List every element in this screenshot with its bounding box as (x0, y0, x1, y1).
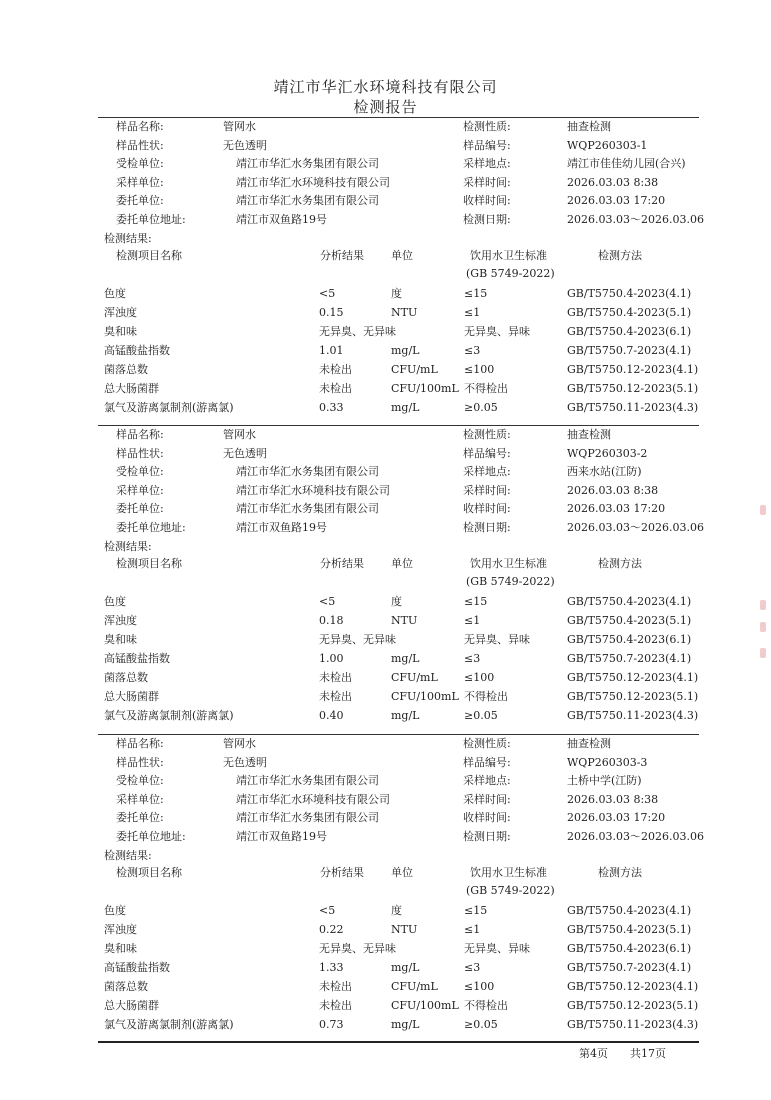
info-label: 采样地点: (463, 157, 511, 170)
column-header-standard: 饮用水卫生标准 (470, 866, 547, 879)
cell-result: 1.01 (319, 344, 344, 357)
info-row (0, 155, 771, 173)
info-label: 检测日期: (463, 212, 511, 226)
info-value: 抽查检测 (567, 120, 611, 133)
cell-method: GB/T5750.12-2023(5.1) (567, 999, 699, 1012)
cell-unit: CFU/mL (391, 980, 438, 993)
info-label: 样品性状: (116, 755, 164, 769)
cell-unit: mg/L (391, 961, 420, 974)
info-label: 委托单位地址: (116, 212, 186, 226)
cell-result: 无异臭、无异味 (319, 633, 396, 646)
cell-result: 0.73 (319, 1018, 344, 1031)
cell-item: 总大肠菌群 (104, 382, 159, 395)
cell-standard: 无异臭、异味 (464, 325, 530, 338)
table-row (0, 688, 771, 706)
cell-result: 0.15 (319, 306, 344, 319)
info-row (0, 211, 771, 229)
info-row (0, 735, 771, 753)
info-label: 采样单位: (116, 483, 164, 497)
info-row (0, 500, 771, 518)
cell-result: 未检出 (319, 671, 352, 684)
info-value: 靖江市双鱼路19号 (236, 212, 327, 226)
info-label: 收样时间: (463, 811, 511, 824)
cell-unit: 度 (391, 904, 402, 917)
table-row (0, 342, 771, 360)
cell-unit: mg/L (391, 344, 420, 357)
info-row (0, 192, 771, 210)
cell-item: 总大肠菌群 (104, 999, 159, 1012)
info-label: 采样时间: (463, 483, 511, 497)
cell-item: 菌落总数 (104, 363, 148, 376)
column-header-method: 检测方法 (598, 866, 642, 879)
cell-result: 未检出 (319, 980, 352, 993)
table-row (0, 323, 771, 341)
table-row (0, 285, 771, 303)
cell-item: 臭和味 (104, 633, 137, 646)
info-label: 委托单位: (116, 502, 164, 515)
info-label: 受检单位: (116, 465, 164, 478)
cell-result: <5 (319, 904, 336, 917)
cell-item: 氯气及游离氯制剂(游离氯) (104, 1018, 234, 1031)
cell-item: 菌落总数 (104, 671, 148, 684)
info-value: 2026.03.03 8:38 (567, 175, 659, 189)
cell-item: 浑浊度 (104, 306, 137, 319)
cell-standard: 不得检出 (464, 690, 508, 703)
table-row (0, 921, 771, 939)
cell-unit: CFU/100mL (391, 999, 459, 1012)
column-header-standard: 饮用水卫生标准 (470, 557, 547, 570)
column-header-result: 分析结果 (320, 866, 364, 879)
company-name: 靖江市华汇水环境科技有限公司 (273, 78, 498, 96)
column-header-standard-code: (GB 5749-2022) (466, 884, 555, 897)
info-value: 2026.03.03 8:38 (567, 483, 659, 497)
cell-unit: 度 (391, 595, 402, 608)
stamp-edge-mark (760, 622, 766, 632)
info-label: 检测日期: (463, 520, 511, 534)
cell-standard: ≤1 (464, 306, 481, 319)
info-value: 2026.03.03～2026.03.06 (567, 829, 704, 843)
cell-standard: ≥0.05 (464, 401, 498, 414)
info-value: 靖江市华汇水环境科技有限公司 (236, 175, 390, 189)
cell-method: GB/T5750.4-2023(5.1) (567, 614, 692, 627)
cell-standard: ≤15 (464, 595, 488, 608)
cell-method: GB/T5750.4-2023(6.1) (567, 942, 692, 955)
cell-standard: ≤100 (464, 671, 495, 684)
info-value: 2026.03.03 8:38 (567, 792, 659, 806)
table-row (0, 399, 771, 417)
info-value: 靖江市双鱼路19号 (236, 520, 327, 534)
info-value: 2026.03.03～2026.03.06 (567, 212, 704, 226)
cell-standard: ≤15 (464, 904, 488, 917)
info-label: 样品性状: (116, 446, 164, 460)
table-row (0, 1016, 771, 1034)
info-value: 靖江市佳佳幼儿园(合兴) (567, 157, 686, 170)
cell-item: 浑浊度 (104, 923, 137, 936)
info-label: 采样单位: (116, 792, 164, 806)
cell-method: GB/T5750.7-2023(4.1) (567, 344, 692, 357)
info-label: 样品编号: (463, 755, 511, 769)
cell-method: GB/T5750.12-2023(5.1) (567, 690, 699, 703)
info-label: 采样地点: (463, 465, 511, 478)
column-header-standard: 饮用水卫生标准 (470, 249, 547, 262)
cell-item: 浑浊度 (104, 614, 137, 627)
info-value: 无色透明 (223, 446, 267, 460)
info-value: 靖江市华汇水环境科技有限公司 (236, 792, 390, 806)
info-value: WQP260303-2 (567, 446, 648, 460)
info-label: 委托单位地址: (116, 829, 186, 843)
cell-unit: mg/L (391, 652, 420, 665)
cell-standard: ≤3 (464, 961, 481, 974)
cell-unit: NTU (391, 614, 418, 627)
cell-item: 臭和味 (104, 325, 137, 338)
column-header-result: 分析结果 (320, 557, 364, 570)
cell-method: GB/T5750.7-2023(4.1) (567, 961, 692, 974)
column-header-unit: 单位 (391, 866, 413, 879)
cell-standard: 无异臭、异味 (464, 942, 530, 955)
cell-item: 高锰酸盐指数 (104, 652, 170, 665)
cell-method: GB/T5750.4-2023(4.1) (567, 595, 692, 608)
info-value: 靖江市华汇水务集团有限公司 (236, 465, 379, 478)
info-row (0, 791, 771, 809)
info-label: 委托单位: (116, 811, 164, 824)
sample-section-3 (0, 734, 771, 1044)
info-value: 管网水 (223, 428, 256, 441)
info-label: 样品名称: (116, 428, 164, 441)
page-number: 第4页 (579, 1047, 608, 1060)
cell-result: 未检出 (319, 363, 352, 376)
info-value: WQP260303-3 (567, 755, 648, 769)
info-label: 采样单位: (116, 175, 164, 189)
table-row (0, 940, 771, 958)
info-label: 采样时间: (463, 175, 511, 189)
table-row (0, 593, 771, 611)
cell-method: GB/T5750.11-2023(4.3) (567, 709, 699, 722)
column-header-item: 检测项目名称 (116, 557, 182, 570)
cell-method: GB/T5750.4-2023(4.1) (567, 287, 692, 300)
stamp-edge-mark (760, 505, 766, 515)
cell-item: 臭和味 (104, 942, 137, 955)
cell-method: GB/T5750.12-2023(4.1) (567, 363, 699, 376)
cell-result: 0.18 (319, 614, 344, 627)
info-value: 靖江市华汇水环境科技有限公司 (236, 483, 390, 497)
info-value: 靖江市华汇水务集团有限公司 (236, 157, 379, 170)
cell-result: 无异臭、无异味 (319, 325, 396, 338)
column-header-method: 检测方法 (598, 249, 642, 262)
info-value: 2026.03.03 17:20 (567, 502, 666, 515)
cell-item: 高锰酸盐指数 (104, 961, 170, 974)
cell-standard: ≥0.05 (464, 1018, 498, 1031)
cell-unit: NTU (391, 306, 418, 319)
cell-result: 未检出 (319, 690, 352, 703)
info-label: 样品编号: (463, 446, 511, 460)
info-value: WQP260303-1 (567, 138, 648, 152)
info-label: 样品编号: (463, 138, 511, 152)
cell-standard: ≤3 (464, 652, 481, 665)
info-value: 2026.03.03～2026.03.06 (567, 520, 704, 534)
cell-method: GB/T5750.11-2023(4.3) (567, 401, 699, 414)
cell-unit: CFU/mL (391, 671, 438, 684)
column-header-item: 检测项目名称 (116, 249, 182, 262)
column-header-result: 分析结果 (320, 249, 364, 262)
cell-unit: mg/L (391, 401, 420, 414)
cell-result: 未检出 (319, 999, 352, 1012)
table-row (0, 959, 771, 977)
info-label: 采样地点: (463, 774, 511, 787)
cell-result: 0.22 (319, 923, 344, 936)
table-row (0, 631, 771, 649)
info-value: 靖江市华汇水务集团有限公司 (236, 502, 379, 515)
table-row (0, 304, 771, 322)
sample-section-2 (0, 425, 771, 735)
info-row (0, 519, 771, 537)
cell-item: 氯气及游离氯制剂(游离氯) (104, 709, 234, 722)
cell-method: GB/T5750.12-2023(5.1) (567, 382, 699, 395)
table-row (0, 361, 771, 379)
cell-item: 总大肠菌群 (104, 690, 159, 703)
cell-standard: 不得检出 (464, 382, 508, 395)
cell-item: 氯气及游离氯制剂(游离氯) (104, 401, 234, 414)
page-total: 共17页 (630, 1047, 666, 1060)
cell-standard: ≤100 (464, 980, 495, 993)
info-row (0, 137, 771, 155)
cell-standard: ≤100 (464, 363, 495, 376)
cell-unit: mg/L (391, 1018, 420, 1031)
info-label: 采样时间: (463, 792, 511, 806)
cell-method: GB/T5750.7-2023(4.1) (567, 652, 692, 665)
info-label: 受检单位: (116, 157, 164, 170)
cell-item: 色度 (104, 595, 126, 608)
table-row (0, 997, 771, 1015)
cell-result: <5 (319, 595, 336, 608)
cell-result: <5 (319, 287, 336, 300)
info-value: 2026.03.03 17:20 (567, 194, 666, 207)
cell-standard: ≤3 (464, 344, 481, 357)
table-row (0, 669, 771, 687)
info-label: 检测性质: (463, 120, 511, 133)
stamp-edge-mark (760, 648, 766, 658)
cell-result: 0.33 (319, 401, 344, 414)
info-label: 收样时间: (463, 502, 511, 515)
info-row (0, 772, 771, 790)
info-label: 样品名称: (116, 120, 164, 133)
cell-standard: 不得检出 (464, 999, 508, 1012)
info-value: 管网水 (223, 737, 256, 750)
info-label: 委托单位: (116, 194, 164, 207)
cell-method: GB/T5750.4-2023(5.1) (567, 306, 692, 319)
cell-method: GB/T5750.11-2023(4.3) (567, 1018, 699, 1031)
cell-result: 1.33 (319, 961, 344, 974)
sample-section-1 (0, 117, 771, 427)
cell-unit: 度 (391, 287, 402, 300)
info-row (0, 482, 771, 500)
table-row (0, 978, 771, 996)
info-label: 样品名称: (116, 737, 164, 750)
report-title: 检测报告 (353, 98, 418, 116)
cell-unit: CFU/100mL (391, 382, 459, 395)
info-row (0, 118, 771, 136)
info-value: 西来水站(江防) (567, 465, 642, 478)
cell-result: 1.00 (319, 652, 344, 665)
info-value: 靖江市华汇水务集团有限公司 (236, 811, 379, 824)
cell-item: 高锰酸盐指数 (104, 344, 170, 357)
cell-method: GB/T5750.12-2023(4.1) (567, 980, 699, 993)
cell-item: 色度 (104, 904, 126, 917)
info-value: 靖江市双鱼路19号 (236, 829, 327, 843)
info-row (0, 174, 771, 192)
results-label: 检测结果: (104, 540, 152, 553)
cell-standard: ≥0.05 (464, 709, 498, 722)
cell-standard: ≤15 (464, 287, 488, 300)
cell-standard: ≤1 (464, 614, 481, 627)
cell-method: GB/T5750.4-2023(6.1) (567, 633, 692, 646)
cell-method: GB/T5750.4-2023(6.1) (567, 325, 692, 338)
cell-unit: mg/L (391, 709, 420, 722)
column-header-unit: 单位 (391, 557, 413, 570)
cell-unit: CFU/mL (391, 363, 438, 376)
info-label: 检测日期: (463, 829, 511, 843)
table-row (0, 902, 771, 920)
cell-method: GB/T5750.4-2023(4.1) (567, 904, 692, 917)
info-row (0, 828, 771, 846)
column-header-standard-code: (GB 5749-2022) (466, 267, 555, 280)
cell-item: 菌落总数 (104, 980, 148, 993)
info-label: 检测性质: (463, 428, 511, 441)
info-label: 样品性状: (116, 138, 164, 152)
cell-result: 未检出 (319, 382, 352, 395)
info-row (0, 463, 771, 481)
cell-result: 0.40 (319, 709, 344, 722)
cell-unit: CFU/100mL (391, 690, 459, 703)
footer-rule (98, 1041, 699, 1043)
info-row (0, 754, 771, 772)
table-row (0, 650, 771, 668)
info-label: 受检单位: (116, 774, 164, 787)
info-row (0, 809, 771, 827)
column-header-item: 检测项目名称 (116, 866, 182, 879)
info-value: 抽查检测 (567, 428, 611, 441)
column-header-standard-code: (GB 5749-2022) (466, 575, 555, 588)
cell-unit: NTU (391, 923, 418, 936)
cell-method: GB/T5750.12-2023(4.1) (567, 671, 699, 684)
info-row (0, 445, 771, 463)
results-label: 检测结果: (104, 849, 152, 862)
info-label: 检测性质: (463, 737, 511, 750)
cell-standard: ≤1 (464, 923, 481, 936)
info-label: 收样时间: (463, 194, 511, 207)
cell-item: 色度 (104, 287, 126, 300)
column-header-unit: 单位 (391, 249, 413, 262)
stamp-edge-mark (760, 600, 766, 610)
info-label: 委托单位地址: (116, 520, 186, 534)
results-label: 检测结果: (104, 232, 152, 245)
cell-standard: 无异臭、异味 (464, 633, 530, 646)
info-value: 靖江市华汇水务集团有限公司 (236, 194, 379, 207)
info-row (0, 426, 771, 444)
cell-result: 无异臭、无异味 (319, 942, 396, 955)
info-value: 无色透明 (223, 755, 267, 769)
table-row (0, 380, 771, 398)
info-value: 管网水 (223, 120, 256, 133)
cell-method: GB/T5750.4-2023(5.1) (567, 923, 692, 936)
table-row (0, 612, 771, 630)
info-value: 土桥中学(江防) (567, 774, 642, 787)
info-value: 2026.03.03 17:20 (567, 811, 666, 824)
column-header-method: 检测方法 (598, 557, 642, 570)
info-value: 无色透明 (223, 138, 267, 152)
table-row (0, 707, 771, 725)
info-value: 抽查检测 (567, 737, 611, 750)
info-value: 靖江市华汇水务集团有限公司 (236, 774, 379, 787)
